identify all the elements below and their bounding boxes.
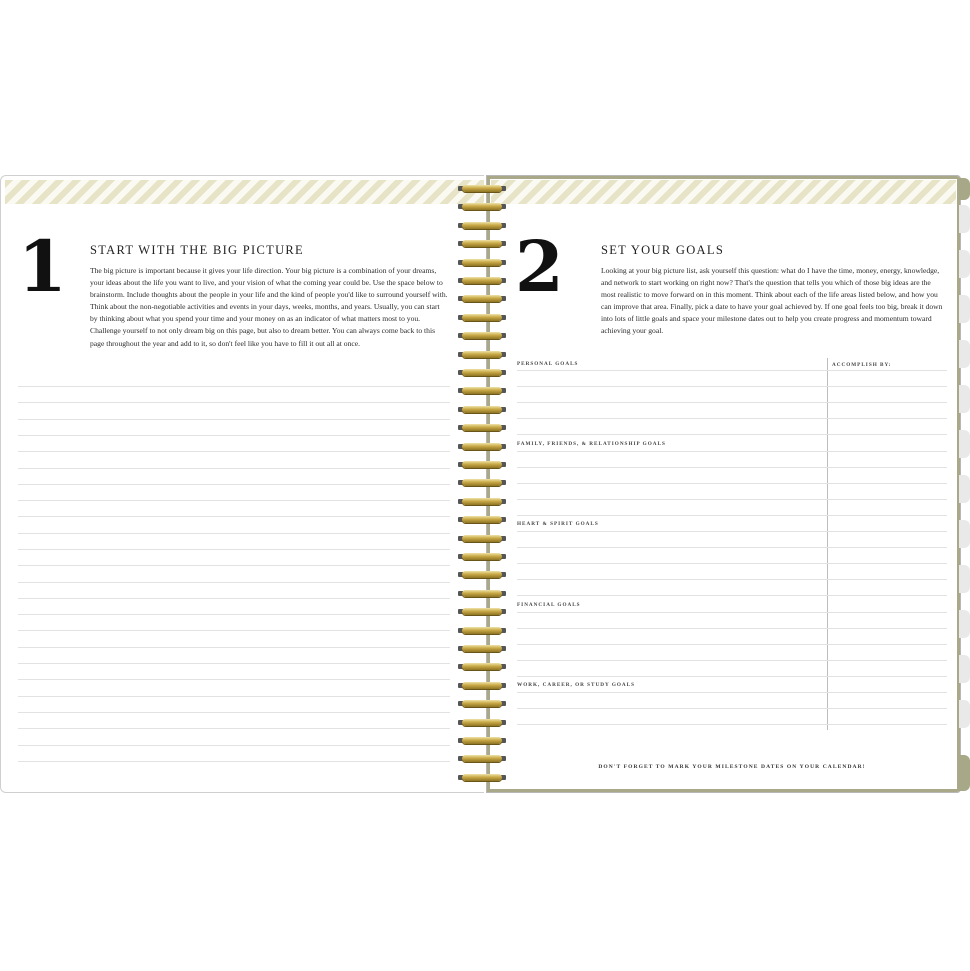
spiral-coil xyxy=(455,239,509,248)
writing-line xyxy=(18,728,450,729)
spiral-coil xyxy=(455,184,509,193)
spiral-coil xyxy=(455,534,509,543)
spiral-coil xyxy=(455,294,509,303)
step-number-2: 2 xyxy=(515,225,564,308)
coil-wire xyxy=(462,535,502,542)
writing-line xyxy=(18,565,450,566)
spiral-coil xyxy=(455,754,509,763)
spiral-coil xyxy=(455,202,509,211)
coil-wire xyxy=(462,663,502,670)
writing-line xyxy=(517,579,947,580)
writing-line xyxy=(18,435,450,436)
writing-line xyxy=(517,531,947,532)
divider-tab[interactable] xyxy=(959,700,970,728)
writing-line xyxy=(517,628,947,629)
step-number-1: 1 xyxy=(18,225,67,308)
divider-tab[interactable] xyxy=(959,205,970,233)
accomplish-by-label: ACCOMPLISH BY: xyxy=(832,362,892,368)
spiral-coil xyxy=(455,331,509,340)
header-stripe xyxy=(491,180,956,204)
spiral-binding xyxy=(455,180,511,786)
spiral-coil xyxy=(455,607,509,616)
writing-line xyxy=(517,499,947,500)
spiral-coil xyxy=(455,515,509,524)
writing-line xyxy=(517,418,947,419)
spiral-coil xyxy=(455,368,509,377)
divider-tab[interactable] xyxy=(959,610,970,638)
writing-line xyxy=(517,434,947,435)
left-intro-paragraph: The big picture is important because it gives your life direction. Your big picture is a combination of your dreams, your ideas about the life you want to live, and your vision of what the coming year could be. Use the space below to brainstorm. Include thoughts about the people in your life and the kind of people you'd like to surround yourself with. Think about the non-negotiable activities and events in your days, weeks, months, and years. Usually, you can start by thinking about what you spend your time and your money on as an indicator of what matters most to you. Challenge yourself to not only dream big on this page, but also to dream better. You can always come back to this page throughout the year and add to it, so don't feel like you have to fill it out all at once. xyxy=(90,266,448,348)
coil-wire xyxy=(462,259,502,266)
coil-wire xyxy=(462,645,502,652)
footer-reminder: DON'T FORGET TO MARK YOUR MILESTONE DATES ON YOUR CALENDAR! xyxy=(598,764,866,770)
spiral-coil xyxy=(455,442,509,451)
header-stripe xyxy=(5,180,484,204)
writing-line xyxy=(18,533,450,534)
divider-tab[interactable] xyxy=(959,655,970,683)
coil-wire xyxy=(462,516,502,523)
goal-label-financial: FINANCIAL GOALS xyxy=(517,602,581,608)
spiral-coil xyxy=(455,313,509,322)
writing-line xyxy=(18,696,450,697)
writing-line xyxy=(517,402,947,403)
spiral-coil xyxy=(455,221,509,230)
coil-wire xyxy=(462,185,502,192)
coil-wire xyxy=(462,295,502,302)
writing-line xyxy=(18,582,450,583)
divider-tab[interactable] xyxy=(959,755,970,791)
writing-line xyxy=(517,386,947,387)
writing-line xyxy=(18,663,450,664)
writing-line xyxy=(517,515,947,516)
spiral-coil xyxy=(455,644,509,653)
spiral-coil xyxy=(455,589,509,598)
writing-line xyxy=(18,402,450,403)
writing-line xyxy=(18,614,450,615)
writing-line xyxy=(517,595,947,596)
goal-label-family: FAMILY, FRIENDS, & RELATIONSHIP GOALS xyxy=(517,441,666,447)
writing-line xyxy=(18,712,450,713)
coil-wire xyxy=(462,203,502,210)
coil-wire xyxy=(462,590,502,597)
writing-line xyxy=(18,598,450,599)
coil-wire xyxy=(462,479,502,486)
coil-wire xyxy=(462,755,502,762)
coil-wire xyxy=(462,332,502,339)
divider-tab[interactable] xyxy=(959,250,970,278)
writing-line xyxy=(517,724,947,725)
coil-wire xyxy=(462,700,502,707)
writing-line xyxy=(517,644,947,645)
divider-tab[interactable] xyxy=(959,520,970,548)
writing-line xyxy=(18,630,450,631)
divider-tab[interactable] xyxy=(959,385,970,413)
goal-label-heart: HEART & SPIRIT GOALS xyxy=(517,521,599,527)
coil-wire xyxy=(462,608,502,615)
writing-line xyxy=(18,419,450,420)
coil-wire xyxy=(462,553,502,560)
writing-line xyxy=(517,451,947,452)
coil-wire xyxy=(462,277,502,284)
writing-line xyxy=(517,547,947,548)
right-intro-paragraph: Looking at your big picture list, ask yourself this question: what do I have the time, money, energy, knowledge, and network to start working on right now? That's the question that tells you which of those big ideas are the most realistic to move forward on in this moment. Think about each of the life areas listed below, and how you can improve that area. Finally, pick a date to have your goal achieved by. If one goal feels too big, break it down into lots of little goals and space your milestone dates out to help you create progress and momentum toward achieving your goal. xyxy=(601,266,943,336)
spiral-coil xyxy=(455,626,509,635)
coil-wire xyxy=(462,571,502,578)
writing-line xyxy=(18,679,450,680)
divider-tab[interactable] xyxy=(959,475,970,503)
coil-wire xyxy=(462,406,502,413)
writing-line xyxy=(517,708,947,709)
coil-wire xyxy=(462,443,502,450)
writing-line xyxy=(18,516,450,517)
writing-line xyxy=(517,676,947,677)
writing-line xyxy=(517,660,947,661)
spiral-coil xyxy=(455,276,509,285)
coil-wire xyxy=(462,387,502,394)
left-page-title: START WITH THE BIG PICTURE xyxy=(90,243,304,257)
spiral-coil xyxy=(455,460,509,469)
coil-wire xyxy=(462,498,502,505)
accomplish-divider xyxy=(827,358,828,730)
spiral-coil xyxy=(455,552,509,561)
coil-wire xyxy=(462,240,502,247)
writing-line xyxy=(517,370,947,371)
writing-line xyxy=(517,483,947,484)
writing-line xyxy=(517,612,947,613)
spiral-coil xyxy=(455,350,509,359)
spiral-coil xyxy=(455,423,509,432)
spiral-coil xyxy=(455,497,509,506)
coil-wire xyxy=(462,351,502,358)
spiral-coil xyxy=(455,773,509,782)
writing-line xyxy=(18,745,450,746)
writing-line xyxy=(18,386,450,387)
coil-wire xyxy=(462,737,502,744)
writing-line xyxy=(18,761,450,762)
spiral-coil xyxy=(455,718,509,727)
goal-label-work: WORK, CAREER, OR STUDY GOALS xyxy=(517,682,636,688)
coil-wire xyxy=(462,461,502,468)
writing-line xyxy=(517,692,947,693)
coil-wire xyxy=(462,719,502,726)
coil-wire xyxy=(462,627,502,634)
spiral-coil xyxy=(455,405,509,414)
coil-wire xyxy=(462,222,502,229)
coil-wire xyxy=(462,682,502,689)
spiral-coil xyxy=(455,258,509,267)
coil-wire xyxy=(462,424,502,431)
divider-tab[interactable] xyxy=(959,340,970,368)
writing-line xyxy=(18,468,450,469)
writing-line xyxy=(18,500,450,501)
goal-label-personal: PERSONAL GOALS xyxy=(517,361,579,367)
writing-line xyxy=(18,549,450,550)
writing-line xyxy=(18,451,450,452)
spiral-coil xyxy=(455,478,509,487)
coil-wire xyxy=(462,314,502,321)
spiral-coil xyxy=(455,662,509,671)
divider-tab[interactable] xyxy=(959,565,970,593)
spiral-coil xyxy=(455,681,509,690)
spiral-coil xyxy=(455,386,509,395)
divider-tab[interactable] xyxy=(959,178,970,200)
divider-tab[interactable] xyxy=(959,430,970,458)
writing-line xyxy=(517,563,947,564)
coil-wire xyxy=(462,774,502,781)
writing-line xyxy=(18,647,450,648)
spiral-coil xyxy=(455,736,509,745)
right-page-title: SET YOUR GOALS xyxy=(601,243,725,257)
coil-wire xyxy=(462,369,502,376)
spiral-coil xyxy=(455,699,509,708)
spiral-coil xyxy=(455,570,509,579)
divider-tab[interactable] xyxy=(959,295,970,323)
writing-line xyxy=(18,484,450,485)
writing-line xyxy=(517,467,947,468)
